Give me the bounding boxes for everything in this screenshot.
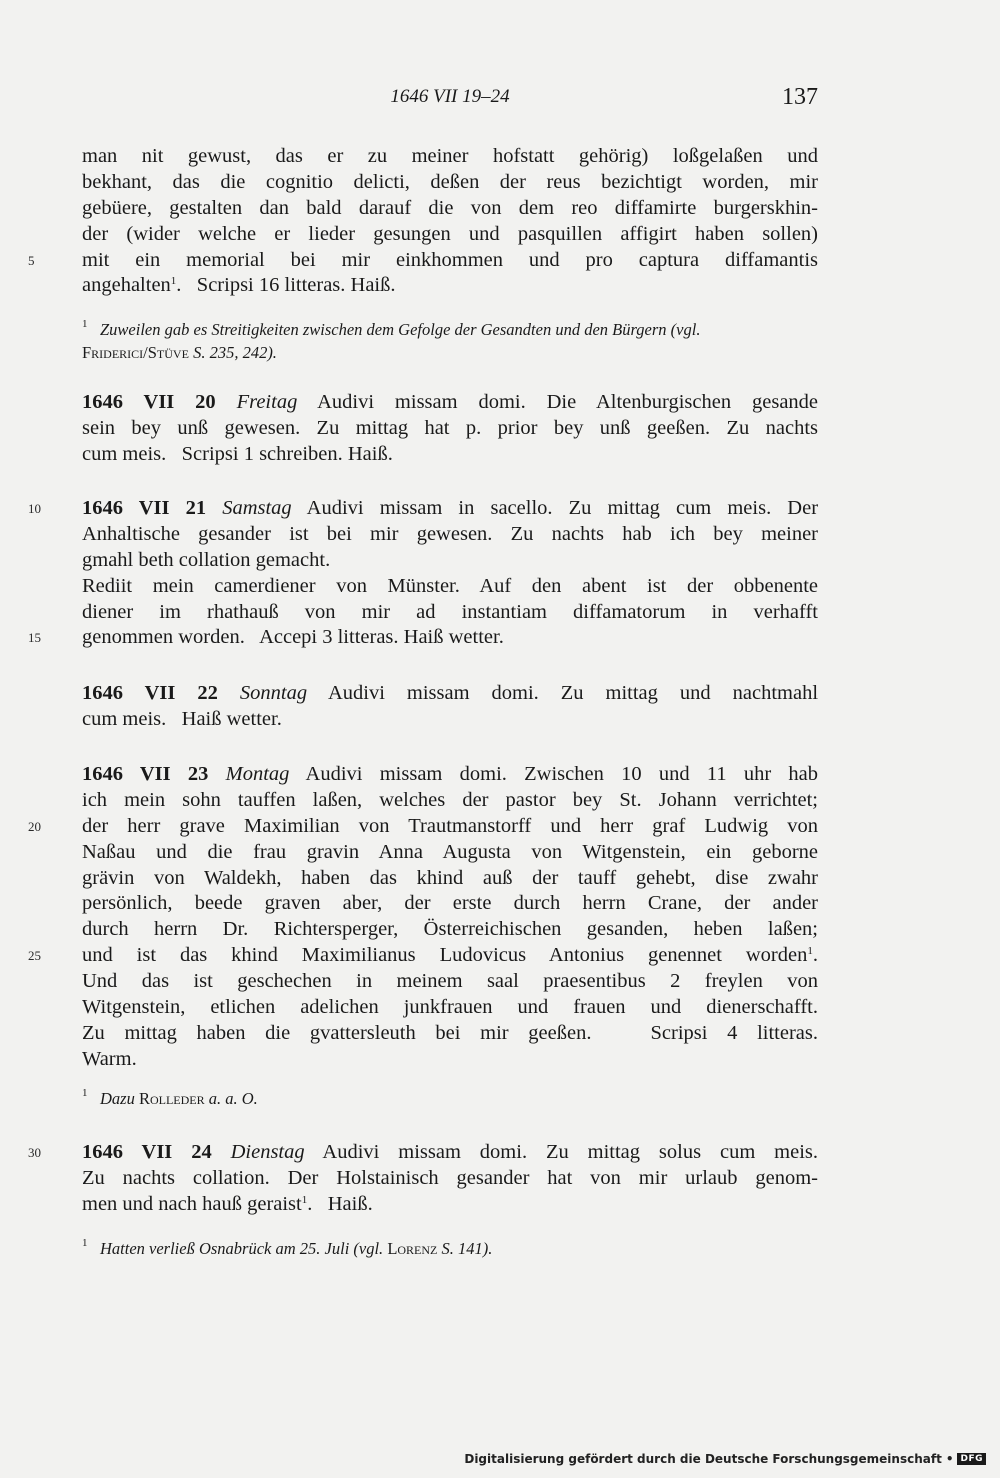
text-line: grävin von Waldekh, haben das khind auß der tauff gehebt, dise zwahr (82, 866, 818, 889)
footnote-number: 1 (82, 318, 88, 330)
footnote-text: Dazu (100, 1089, 135, 1108)
author-name: Friderici/Stüve (82, 343, 189, 362)
entry-1646-vii-20 (82, 390, 818, 468)
entry-date: 1646 VII 24 (82, 1141, 212, 1163)
line-number: 15 (28, 630, 41, 646)
footnote-text: Hatten verließ Osnabrück am 25. Juli (vgl. (100, 1239, 384, 1258)
entry-day: Freitag (236, 391, 298, 413)
entry-1646-vii-22 (82, 681, 818, 733)
footer-text: Digitalisierung gefördert durch die Deutsche Forschungsgemeinschaft (464, 1452, 942, 1466)
text-line: sein bey unß gewesen. Zu mittag hat p. prior bey unß geeßen. Zu nachts (82, 416, 818, 439)
line-text: angehalten (82, 274, 171, 297)
text-line: diener im rhathauß von mir ad instantiam diffamatorum in verhafft (82, 600, 818, 623)
text-line: Zu mittag haben die gvattersleuth bei mir geeßen. Scripsi 4 litteras. (82, 1021, 818, 1044)
entry-day: Sonntag (239, 682, 308, 704)
line-text: der herr grave Maximilian von Trautmanstorff und herr graf Ludwig von (82, 814, 818, 837)
text-line (82, 1192, 818, 1218)
line-number: 20 (28, 818, 41, 834)
text-line: gmahl beth collation gemacht. (82, 548, 331, 571)
text-line: Naßau und die frau gravin Anna Augusta von Witgenstein, ein geborne (82, 840, 818, 863)
footnote-ref: 1 (301, 1193, 308, 1206)
footnote-text: Zuweilen gab es Streitigkeiten zwischen dem Gefolge der Gesandten und den Bürgern (vgl. (100, 320, 701, 339)
footnote-line (82, 341, 818, 364)
text-line (82, 762, 818, 788)
entry-date: 1646 VII 23 (82, 763, 209, 785)
entry-1646-vii-21 (28, 496, 819, 651)
text-line (28, 248, 818, 274)
line-number: 10 (28, 501, 41, 516)
running-head: 1646 VII 19–24 (390, 86, 510, 107)
entry-1646-vii-23 (28, 762, 819, 1073)
text-line: persönlich, beede graven aber, der erste durch herrn Crane, der ander (82, 892, 818, 915)
footnote (82, 1237, 818, 1260)
line-number: 25 (28, 948, 41, 964)
line-text: Audivi missam domi. Zu mittag solus cum meis. (322, 1141, 819, 1163)
line-text: Audivi missam domi. Zwischen 10 und 11 uhr hab (305, 763, 819, 785)
separator-dot: • (945, 1452, 954, 1466)
text-line: Und das ist geschechen in meinem saal praesentibus 2 freylen von (82, 970, 818, 993)
line-text: Audivi missam domi. Die Altenburgischen gesande (317, 391, 819, 413)
text-line (82, 390, 818, 416)
entry-day: Samstag (222, 497, 292, 519)
footnote-line (82, 1237, 818, 1260)
digitization-footer (464, 1452, 986, 1466)
line-text: Audivi missam in sacello. Zu mittag cum meis. Der (306, 497, 819, 519)
page-number: 137 (782, 84, 818, 110)
text-line: Warm. (82, 1047, 137, 1070)
text-line: Rediit mein camerdiener von Münster. Auf den abent ist der obbenente (82, 574, 818, 597)
footnote (82, 1087, 818, 1110)
text-line: Anhaltische gesander ist bei mir gewesen. Zu nachts hab ich bey meiner (82, 522, 818, 545)
author-name: Rolleder (138, 1089, 205, 1108)
line-text: men und nach hauß geraist (82, 1192, 302, 1215)
text-line (28, 496, 819, 522)
text-line: gebüere, gestalten dan bald darauf die von dem reo diffamirte burgerskhin- (82, 196, 818, 219)
text-line: ich mein sohn tauffen laßen, welches der pastor bey St. Johann verrichtet; (82, 788, 818, 811)
text-line (82, 681, 818, 707)
line-text: Audivi missam domi. Zu mittag und nachtmahl (327, 682, 819, 704)
text-line: man nit gewust, das er zu meiner hofstatt gehörig) loßgelaßen und (82, 145, 818, 167)
text-line: Witgenstein, etlichen adelichen junkfrauen und frauen und dienerschafft. (82, 996, 818, 1019)
line-text: mit ein memorial bei mir einkhommen und pro captura diffamantis (82, 248, 818, 271)
line-text: . Scripsi 16 litteras. Haiß. (176, 274, 396, 297)
text-line (82, 273, 818, 299)
footnote-text: S. 235, 242). (188, 343, 277, 362)
entry-date: 1646 VII 21 (82, 497, 207, 519)
text-line (28, 625, 818, 651)
text-line: cum meis. Scripsi 1 schreiben. Haiß. (82, 442, 393, 465)
footnote-ref: 1 (170, 275, 177, 288)
entry-1646-vii-24 (28, 1140, 819, 1218)
text-line: durch herrn Dr. Richtersperger, Österreichischen gesanden, heben laßen; (82, 918, 818, 941)
text-line (28, 943, 818, 969)
line-number: 5 (28, 252, 35, 268)
footnote-line (82, 318, 818, 341)
line-text: . Haiß. (307, 1192, 373, 1215)
text-line: Zu nachts collation. Der Holstainisch gesander hat von mir urlaub genom- (82, 1166, 818, 1189)
line-text: genommen worden. Accepi 3 litteras. Haiß wetter. (82, 626, 504, 649)
entry-date: 1646 VII 20 (82, 391, 216, 413)
entry-day: Dienstag (230, 1141, 305, 1163)
footnote-text: a. a. O. (204, 1089, 258, 1108)
entry-day: Montag (225, 763, 290, 785)
intro-paragraph (28, 144, 818, 299)
text-line (28, 1140, 819, 1166)
footnote-number: 1 (82, 1087, 88, 1099)
line-text: und ist das khind Maximilianus Ludovicus Antonius genennet worden (82, 944, 808, 967)
author-name: Lorenz (387, 1239, 438, 1258)
footnote-text: S. 141). (437, 1239, 493, 1258)
footnote-ref: 1 (807, 945, 813, 958)
text-line: bekhant, das die cognitio delicti, deßen der reus bezichtigt worden, mir (82, 170, 818, 193)
footnote (82, 318, 818, 364)
entry-date: 1646 VII 22 (82, 682, 218, 704)
footnote-number: 1 (82, 1237, 88, 1249)
line-text: . (812, 944, 818, 967)
dfg-logo-icon: DFG (957, 1453, 986, 1465)
text-line: der (wider welche er lieder gesungen und pasquillen affigirt haben sollen) (82, 222, 818, 245)
footnote-line (82, 1087, 818, 1110)
line-number: 30 (28, 1145, 41, 1160)
text-line: cum meis. Haiß wetter. (82, 707, 282, 730)
text-line (28, 814, 818, 840)
